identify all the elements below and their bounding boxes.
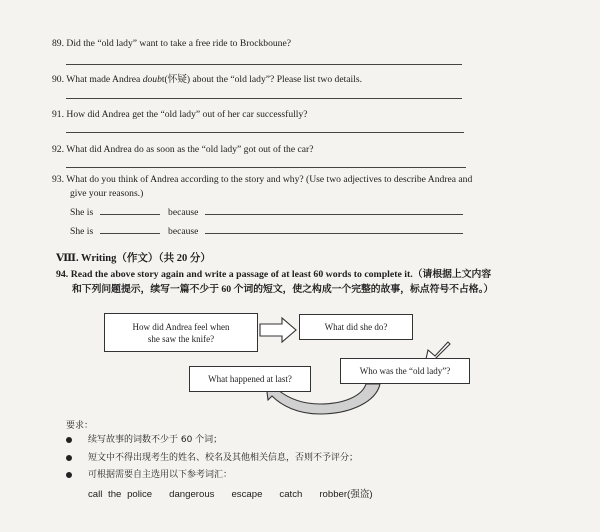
question-text: What did Andrea do as soon as the “old lady” got out of the car?	[66, 144, 314, 155]
flow-box-last: What happened at last?	[189, 366, 311, 392]
question-number: 93.	[52, 174, 64, 185]
question-number: 89.	[52, 38, 64, 49]
she-is-label: She is	[70, 207, 94, 218]
flow-box-who: Who was the “old lady”?	[340, 358, 470, 384]
word-bank: call the police dangerous escape catch robber(强盗)	[88, 489, 373, 500]
flow-box-do: What did she do?	[299, 314, 413, 340]
question-text-b: t(怀疑) about the “old lady”? Please list two details.	[161, 74, 362, 85]
flow-box-feel-line1: How did Andrea feel when	[132, 321, 230, 332]
question-text: What do you think of Andrea according to the story and why? (Use two adjectives to describe Andrea and	[66, 174, 473, 185]
question-text-doub: doub	[142, 74, 162, 85]
section-heading: Ⅷ. Writing（作文）（共 20 分）	[56, 253, 211, 264]
arrow-right-icon	[260, 318, 296, 342]
flow-box-feel	[104, 313, 258, 352]
bullet-icon	[66, 437, 72, 443]
requirements-title: 要求：	[66, 421, 94, 431]
question-text-a: What made Andrea	[66, 74, 143, 85]
because-label: because	[168, 226, 199, 237]
question-94-line2: 和下列问题提示，续写一篇不少于 60 个词的短文，使之构成一个完整的故事，标点符号不占格。）	[72, 284, 494, 295]
question-number: 91.	[52, 109, 64, 120]
question-number: 92.	[52, 144, 64, 155]
question-text-2: give your reasons.)	[70, 188, 144, 199]
question-text: Did the “old lady” want to take a free ride to Brockboune?	[66, 38, 291, 49]
requirement-item-3: 可根据需要自主选用以下参考词汇：	[88, 470, 233, 480]
she-is-label: She is	[70, 226, 94, 237]
requirement-item-2: 短文中不得出现考生的姓名、校名及其他相关信息，否则不予评分；	[88, 453, 359, 463]
question-number: 90.	[52, 74, 64, 85]
question-94-line1: 94. Read the above story again and write a passage of at least 60 words to complete it.（请根据上文内容	[56, 269, 492, 280]
bullet-icon	[66, 472, 72, 478]
because-label: because	[168, 207, 199, 218]
flow-box-feel-line2: she saw the knife?	[147, 333, 215, 344]
bullet-icon	[66, 455, 72, 461]
requirement-item-1: 续写故事的词数不少于 60 个词；	[88, 435, 223, 445]
question-text: How did Andrea get the “old lady” out of her car successfully?	[66, 109, 308, 120]
